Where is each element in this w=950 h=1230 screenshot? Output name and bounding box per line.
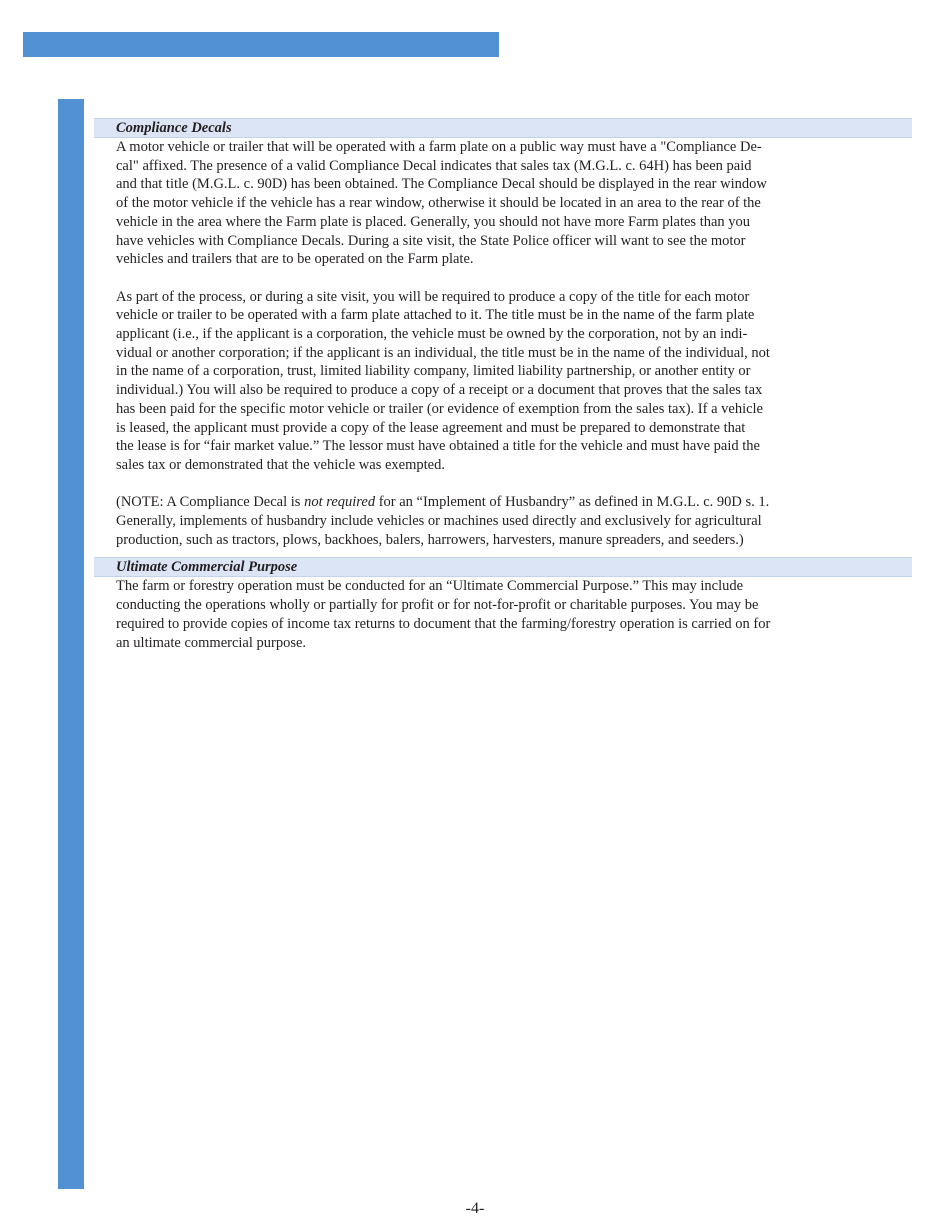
text-line: is leased, the applicant must provide a copy of the lease agreement and must be prepared to demonstrate that	[116, 419, 746, 436]
text-line: and that title (M.G.L. c. 90D) has been obtained. The Compliance Decal should be displayed in the rear window	[116, 176, 767, 193]
paragraph-spacer	[94, 269, 912, 288]
text-line: required to provide copies of income tax returns to document that the farming/forestry operation is carried on for	[116, 615, 771, 632]
top-accent-bar	[23, 32, 499, 57]
text-line: has been paid for the specific motor vehicle or trailer (or evidence of exemption from the sales tax). If a vehicle	[116, 400, 763, 417]
text-line: the lease is for “fair market value.” The lessor must have obtained a title for the vehicle and must have paid the	[116, 438, 760, 455]
text-line: A motor vehicle or trailer that will be operated with a farm plate on a public way must have a "Compliance De-	[116, 139, 762, 155]
text-line: vehicle or trailer to be operated with a farm plate attached to it. The title must be in the name of the farm plate	[116, 307, 755, 324]
section-heading-ultimate-commercial-purpose: Ultimate Commercial Purpose	[94, 557, 912, 577]
text-line: an ultimate commercial purpose.	[116, 634, 307, 651]
text-line: have vehicles with Compliance Decals. During a site visit, the State Police officer will want to see the motor	[116, 232, 746, 249]
text-line: vehicle in the area where the Farm plate is placed. Generally, you should not have more Farm plates than you	[116, 213, 751, 230]
text-line: vehicles and trailers that are to be operated on the Farm plate.	[116, 251, 474, 268]
note-text-end: for an “Implement of Husbandry” as defined in M.G.L. c. 90D s. 1.	[375, 494, 770, 511]
text-line: sales tax or demonstrated that the vehicle was exempted.	[116, 456, 445, 473]
section-heading-compliance-decals: Compliance Decals	[94, 118, 912, 138]
text-line: Generally, implements of husbandry include vehicles or machines used directly and exclusively for agricultural	[116, 513, 762, 530]
note-text-start: (NOTE: A Compliance Decal is	[116, 494, 305, 511]
text-line: in the name of a corporation, trust, limited liability company, limited liability partnership, or another entity or	[116, 363, 751, 380]
compliance-decals-paragraph-1	[94, 138, 822, 269]
paragraph-spacer	[94, 475, 912, 494]
text-line: of the motor vehicle if the vehicle has a rear window, otherwise it should be located in an area to the rear of the	[116, 195, 761, 212]
document-body	[94, 118, 912, 652]
page-number: -4-	[465, 1200, 485, 1217]
side-accent-bar	[58, 99, 84, 1189]
ultimate-commercial-purpose-paragraph	[94, 577, 822, 652]
text-line: As part of the process, or during a site visit, you will be required to produce a copy of the title for each motor	[116, 288, 750, 305]
text-line: vidual or another corporation; if the applicant is an individual, the title must be in the name of the individual, not	[116, 344, 770, 361]
note-emphasis: not required	[304, 494, 376, 511]
compliance-decals-note	[94, 493, 822, 549]
text-line: individual.) You will also be required to produce a copy of a receipt or a document that proves that the sales tax	[116, 382, 763, 399]
text-line: conducting the operations wholly or partially for profit or for not-for-profit or charitable purposes. You may be	[116, 597, 759, 614]
text-line: applicant (i.e., if the applicant is a corporation, the vehicle must be owned by the corporation, not by an indi-	[116, 326, 748, 343]
text-line: The farm or forestry operation must be conducted for an “Ultimate Commercial Purpose.” This may include	[116, 578, 744, 595]
compliance-decals-paragraph-2	[94, 288, 822, 475]
section-spacer	[94, 549, 912, 557]
text-line: production, such as tractors, plows, backhoes, balers, harrowers, harvesters, manure spreaders, and seeders.)	[116, 531, 744, 548]
text-line: cal" affixed. The presence of a valid Compliance Decal indicates that sales tax (M.G.L. c. 64H) has been paid	[116, 157, 752, 174]
